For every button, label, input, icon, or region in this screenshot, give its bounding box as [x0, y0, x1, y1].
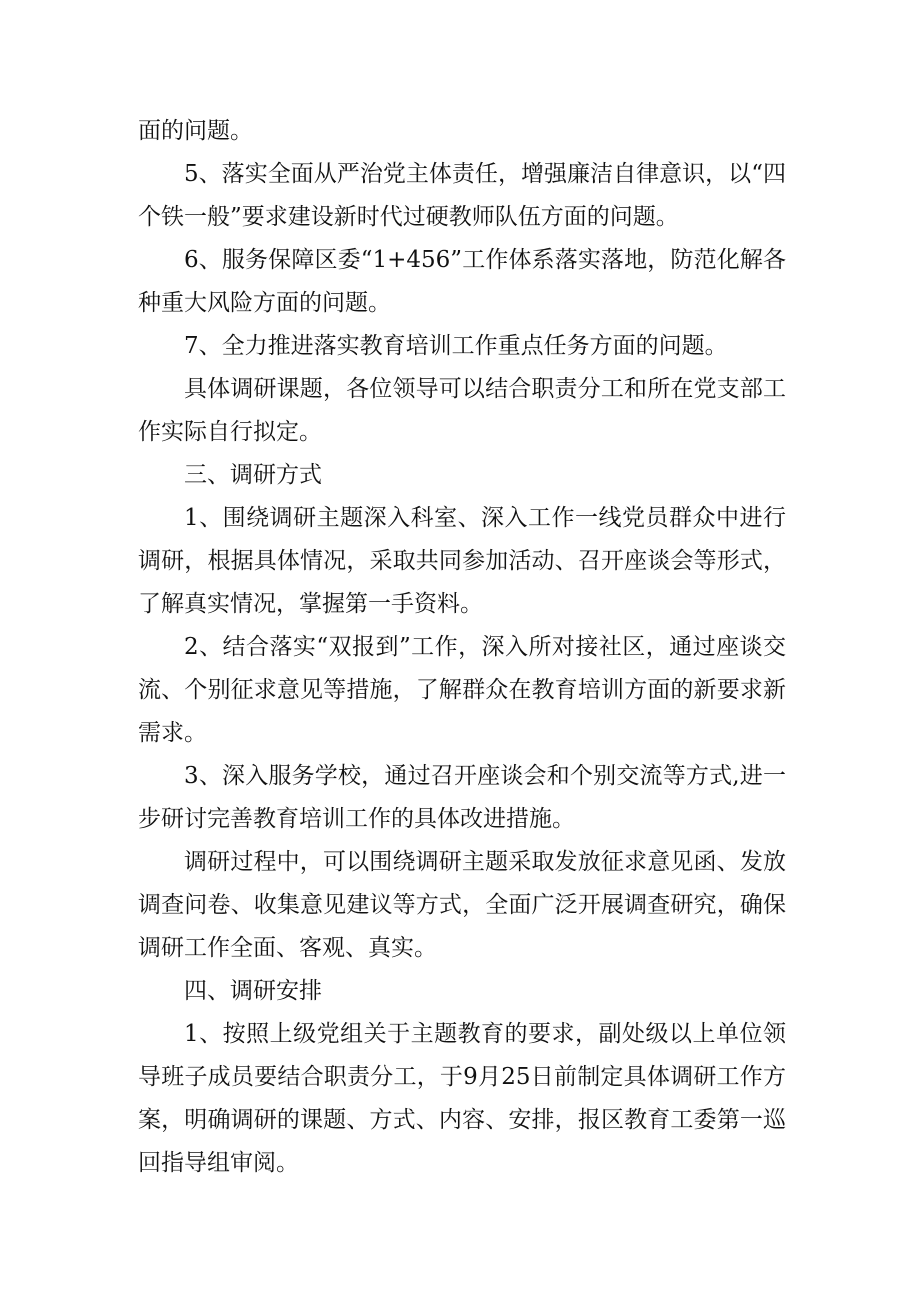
paragraph-research-topics: 具体调研课题，各位领导可以结合职责分工和所在党支部工作实际自行拟定。	[138, 376, 786, 445]
paragraph-method-2: 2、结合落实“双报到”工作，深入所对接社区，通过座谈交流、个别征求意见等措施，了解群众在教育培训方面的新要求新需求。	[138, 634, 786, 746]
paragraph-method-1: 1、围绕调研主题深入科室、深入工作一线党员群众中进行调研，根据具体情况，采取共同参加活动、召开座谈会等形式，了解真实情况，掌握第一手资料。	[138, 505, 786, 617]
paragraph-continuation: 面的问题。	[138, 118, 253, 144]
paragraph-item-5: 5、落实全面从严治党主体责任，增强廉洁自律意识，以“四个铁一般”要求建设新时代过硬教师队伍方面的问题。	[138, 161, 786, 230]
paragraph-method-3: 3、深入服务学校，通过召开座谈会和个别交流等方式,进一步研讨完善教育培训工作的具体改进措施。	[138, 763, 786, 832]
paragraph-research-process: 调研过程中，可以围绕调研主题采取发放征求意见函、发放调查问卷、收集意见建议等方式，全面广泛开展调查研究，确保调研工作全面、客观、真实。	[138, 849, 786, 961]
section-heading-research-arrangement: 四、调研安排	[184, 978, 322, 1004]
paragraph-arrangement-1: 1、按照上级党组关于主题教育的要求，副处级以上单位领导班子成员要结合职责分工，于9月25日前制定具体调研工作方案，明确调研的课题、方式、内容、安排，报区教育工委第一巡回指导组审阅。	[138, 1021, 786, 1176]
paragraph-item-7: 7、全力推进落实教育培训工作重点任务方面的问题。	[184, 333, 728, 359]
document-body	[138, 110, 786, 1185]
paragraph-item-6: 6、服务保障区委“1+456”工作体系落实落地，防范化解各种重大风险方面的问题。	[138, 247, 786, 316]
section-heading-research-methods: 三、调研方式	[184, 462, 322, 488]
